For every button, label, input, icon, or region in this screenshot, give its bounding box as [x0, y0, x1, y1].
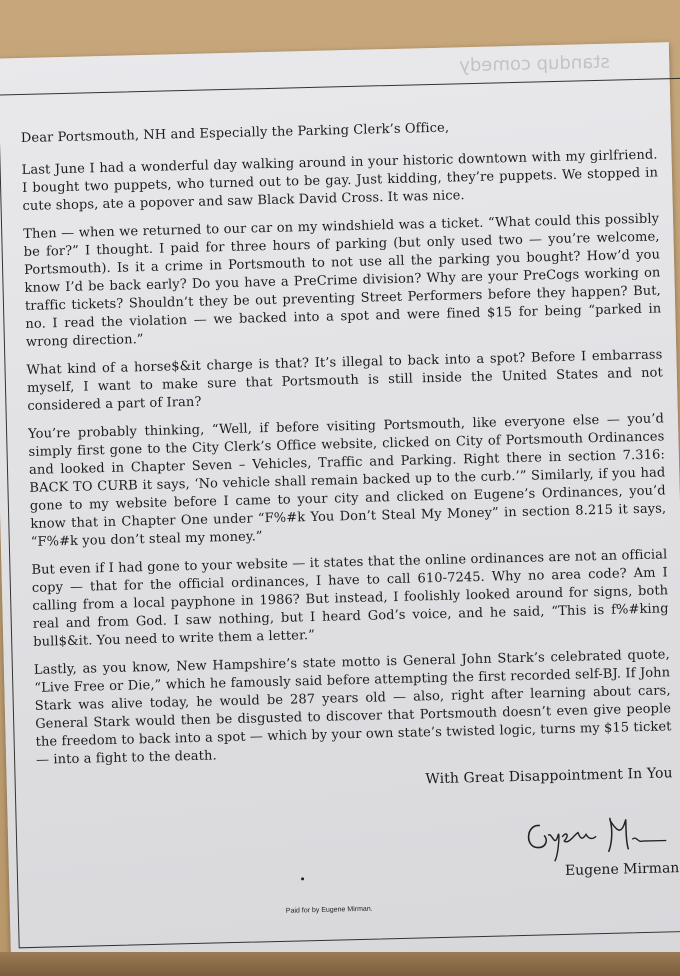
paragraph-4: You’re probably thinking, “Well, if before visiting Portsmouth, like everyone else — you’d simply first gone to the City Clerk’s Office website, clicked on City of Portsmouth Ordinances and looked in Chapter Seven – Vehicles, Traffic and Parking. Right there in section 7.316: BACK TO CURB it says, ‘No vehicle shall remain backed up to the curb.’” Similarly, if you had gone to my website before I came to your city and clicked on Eugene’s Ordinances, you’d know that in Chapter One under “F%#k You Don’t Steal My Money” in section 8.215 it says, “F%#k you don’t steal my money.” — [27, 411, 667, 550]
handwritten-signature — [517, 802, 668, 866]
paragraph-1: Last June I had a wonderful day walking around in your historic downtown with my girlfriend. I bought two puppets, who turned out to be gay. Just kidding, they’re puppets. We stopped in cute shops, ate a popover and saw Black David Cross. It was nice. — [21, 147, 659, 215]
letter-body — [21, 114, 673, 807]
closing-line: With Great Disappointment In You — [425, 765, 673, 788]
salutation: Dear Portsmouth, NH and Especially the Parking Clerk’s Office, — [20, 120, 450, 147]
ink-dot — [301, 877, 304, 880]
paragraph-3: What kind of a horse$&it charge is that? It’s illegal to back into a spot? Before I embarrass myself, I want to make sure that Portsmouth is still inside the United States and not considered a part of Iran? — [26, 347, 664, 414]
paragraph-5: But even if I had gone to your website — it states that the online ordinances are not an official copy — that for the official ordinances, I have to call 610-7245. Why no area code? Am I calling from a local payphone in 1986? But instead, I foolishly looked around for signs, both real and from God. I saw nothing, but I heard God’s voice, and he said, “This is f%#king bull$&it. You need to write them a letter.” — [31, 547, 669, 650]
bleed-through-text: standup comedy — [458, 51, 610, 77]
signer-name: Eugene Mirman — [564, 860, 680, 879]
paragraph-6: Lastly, as you know, New Hampshire’s state motto is General John Stark’s celebrated quote, “Live Free or Die,” which he famously said before attempting the first recorded self-BJ. If John Stark was alive today, he would be 287 years old — also, right after learning about cars, General Stark would then be disgusted to discover that Portsmouth doesn’t even give people the freedom to back into a spot — which by your own state’s twisted logic, turns my $15 ticket — into a fight to the death. — [33, 647, 672, 768]
paragraph-2: Then — when we returned to our car on my windshield was a ticket. “What could this possibly be for?” I thought. I paid for three hours of parking (but only used two — you’re welcome, Portsmouth). Is it a crime in Portsmouth to not use all the parking you bought? How’d you know I’d be back early? Do you have a PreCrime division? Why are your PreCogs working on traffic tickets? Shouldn’t they be out preventing Street Performers before they happen? But, no. I read the violation — we backed into a spot and were fined $15 for being “parked in wrong direction.” — [23, 211, 662, 350]
table-edge-bottom — [0, 952, 680, 976]
paid-for-notice: Paid for by Eugene Mirman. — [285, 905, 373, 915]
newspaper-page — [0, 42, 680, 968]
